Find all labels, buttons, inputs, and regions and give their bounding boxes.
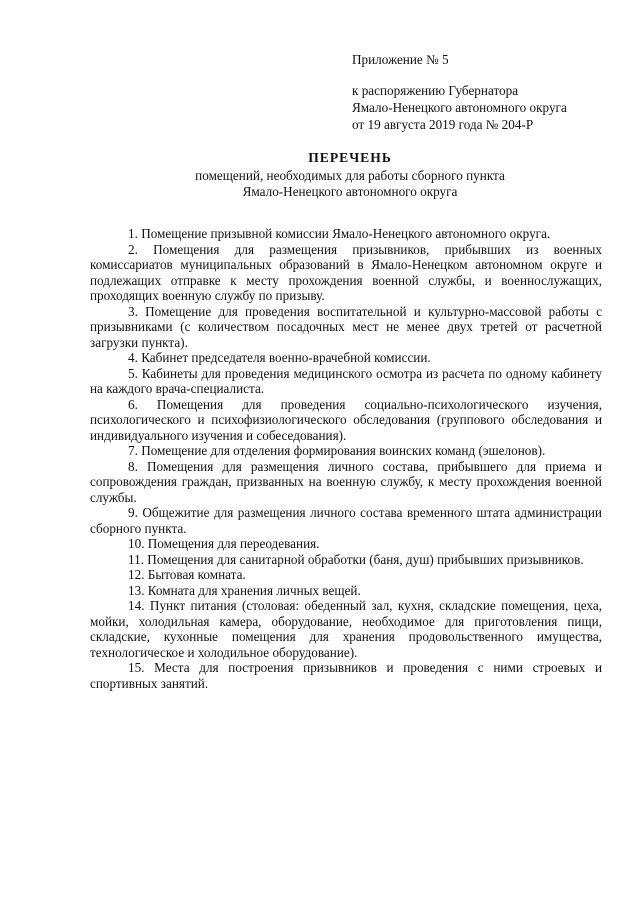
document-title: ПЕРЕЧЕНЬ: [308, 150, 392, 165]
list-item: 4. Кабинет председателя военно-врачебной комиссии.: [128, 350, 431, 365]
list-item: 8. Помещения для размещения личного состава, прибывшего для приема и сопровождения граждан, призванных на военную службу, к месту прохождения военной службы.: [90, 458, 602, 505]
appendix-line-decree: к распоряжению Губернатора: [352, 83, 519, 98]
document-subtitle-line-2: Ямало-Ненецкого автономного округа: [242, 184, 458, 199]
list-item: 7. Помещение для отделения формирования воинских команд (эшелонов).: [128, 443, 546, 458]
list-item: 5. Кабинеты для проведения медицинского осмотра из расчета по одному кабинету на каждого врача-специалиста.: [90, 365, 602, 396]
appendix-line-date: от 19 августа 2019 года № 204-Р: [352, 117, 534, 132]
document-title-block: [90, 150, 610, 201]
list-item: 1. Помещение призывной комиссии Ямало-Ненецкого автономного округа.: [128, 226, 551, 241]
list-item: 13. Комната для хранения личных вещей.: [128, 582, 361, 598]
list-item: 12. Бытовая комната.: [128, 567, 246, 582]
list-item: 10. Помещения для переодевания.: [128, 536, 320, 551]
list-item: 14. Пункт питания (столовая: обеденный зал, кухня, складские помещения, цеха, мойки, холодильная камера, оборудование, необходимое для приготовления пищи, складские, кухонные помещения для хранения продовольственного имущества, технологическое и холодильное оборудование).: [90, 598, 602, 660]
list-item: 2. Помещения для размещения призывников, прибывших из военных комиссариатов муниципальных образований в Ямало-Ненецком автономном округе и подлежащих отправке к месту прохождения военной службы, и военнослужащих, проходящих военную службу по призыву.: [90, 241, 602, 303]
appendix-line-region: Ямало-Ненецкого автономного округа: [352, 100, 567, 115]
list-item: 11. Помещения для санитарной обработки (баня, душ) прибывших призывников.: [128, 551, 584, 567]
document-subtitle-line-1: помещений, необходимых для работы сборного пункта: [195, 167, 505, 183]
appendix-header: [352, 51, 612, 133]
premises-list: [90, 226, 602, 691]
list-item: 3. Помещение для проведения воспитательной и культурно-массовой работы с призывниками (с количеством посадочных мест не менее двух третей от расчетной загрузки пункта).: [90, 303, 602, 350]
list-item: 6. Помещения для проведения социально-психологического изучения, психологического и психофизиологического обследования (группового обследования и индивидуального изучения и собеседования).: [90, 396, 602, 443]
appendix-gap: [352, 68, 612, 82]
appendix-number: Приложение № 5: [352, 52, 449, 67]
list-item: 9. Общежитие для размещения личного состава временного штата администрации сборного пункта.: [90, 505, 602, 536]
list-item: 15. Места для построения призывников и проведения с ними строевых и спортивных занятий.: [90, 660, 602, 691]
